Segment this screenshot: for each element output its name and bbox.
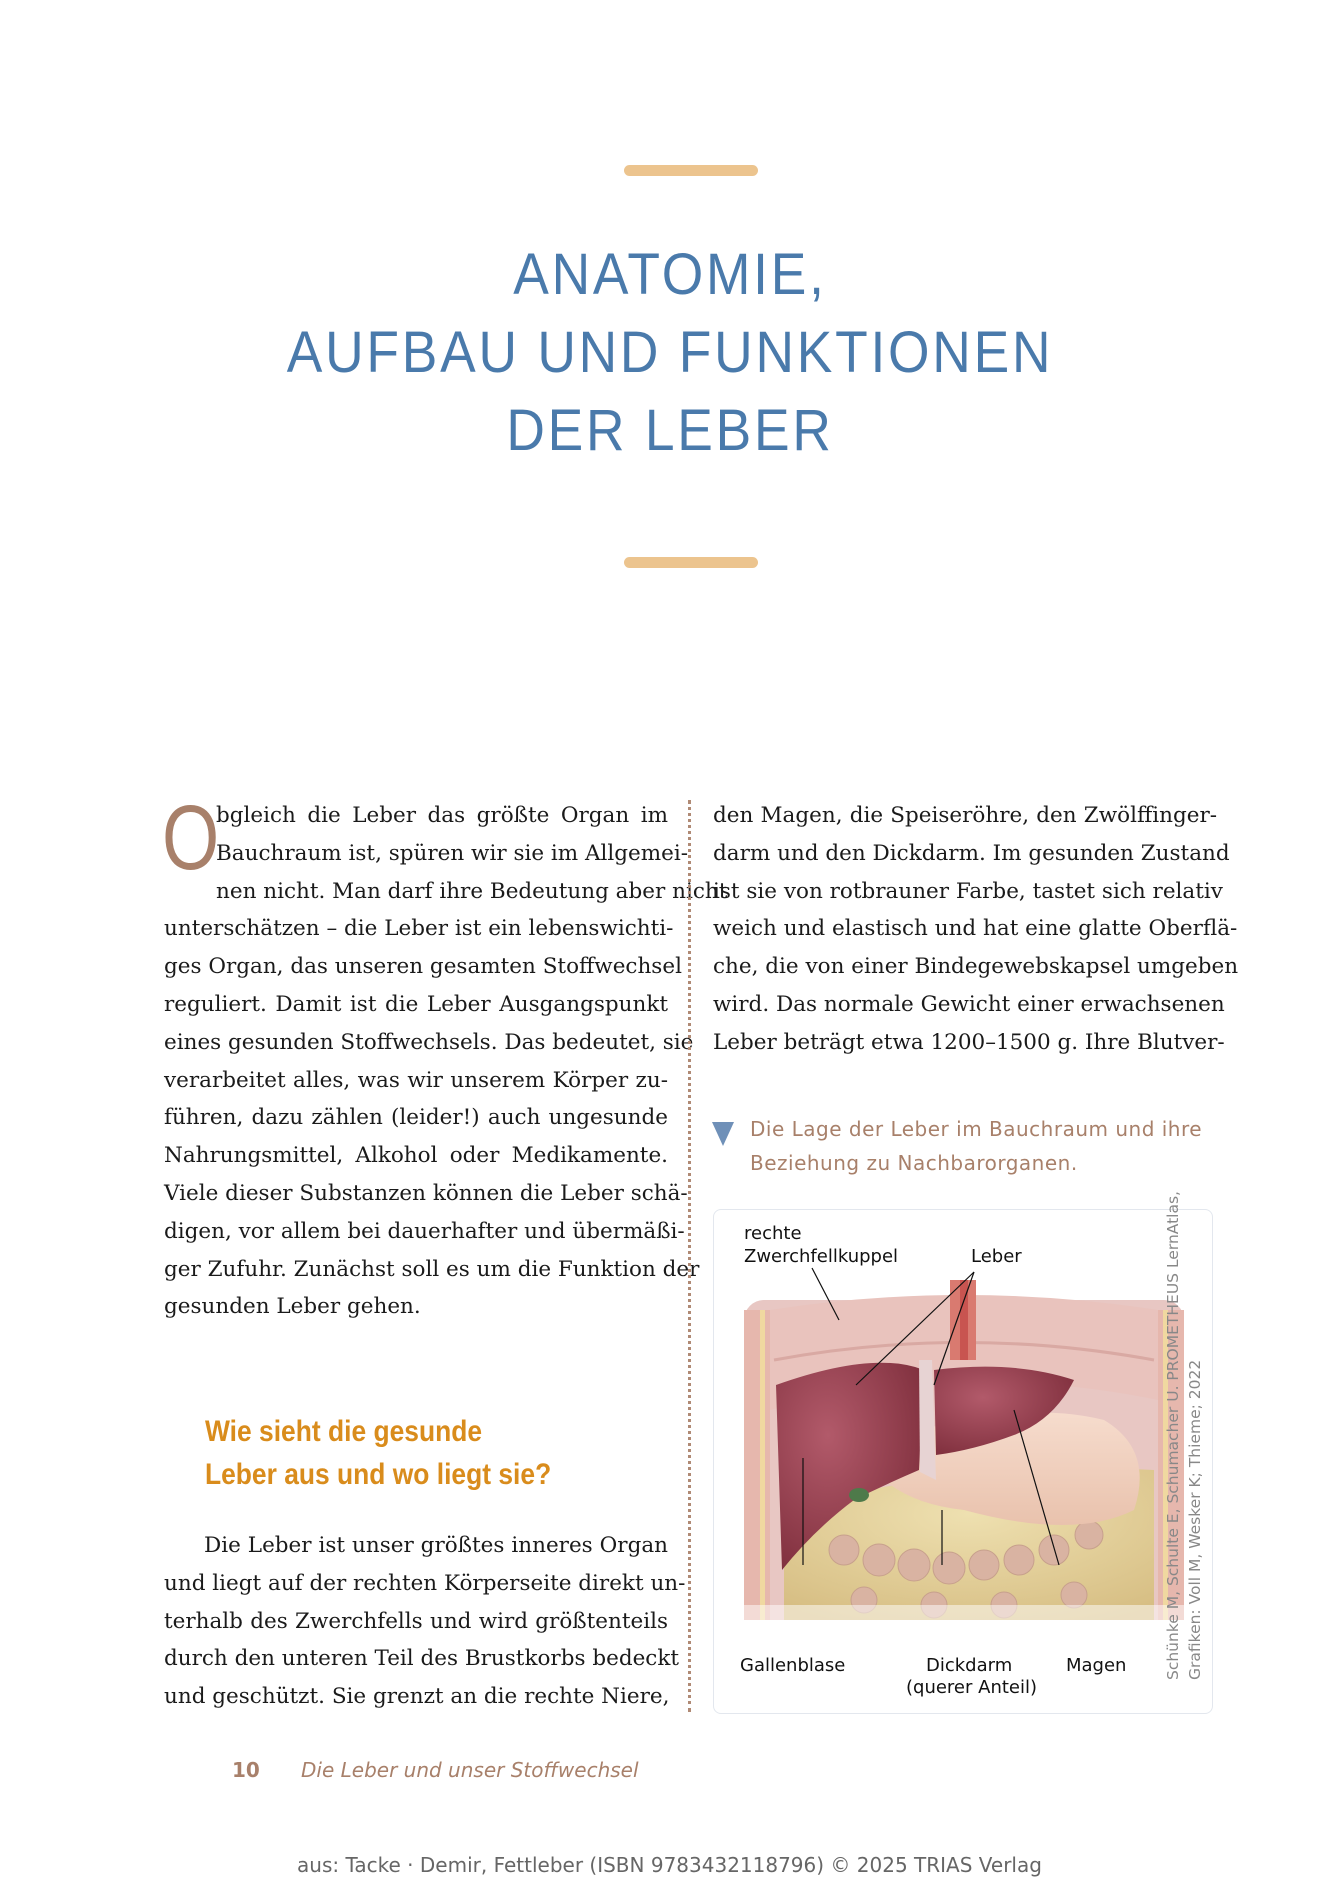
text-line: und geschützt. Sie grenzt an die rechte Niere, — [164, 1684, 670, 1710]
text-line: Nahrungsmittel, Alkohol oder Medikamente. — [164, 1143, 668, 1169]
text-line: darm und den Dickdarm. Im gesunden Zustand — [713, 840, 1230, 866]
chapter-title — [164, 236, 1176, 470]
section-heading — [205, 1410, 551, 1496]
triangle-down-icon — [712, 1122, 734, 1146]
text-line: ges Organ, das unseren gesamten Stoffwechsel — [164, 954, 682, 980]
text-line: terhalb des Zwerchfells und wird größtenteils — [164, 1608, 668, 1634]
caption-line: Beziehung zu Nachbarorganen. — [750, 1151, 1078, 1175]
text-line: bgleich die Leber das größte Organ im — [216, 803, 668, 828]
text-line: nen nicht. Man darf ihre Bedeutung aber nicht — [216, 878, 728, 904]
chapter-title-line: ANATOMIE, — [513, 242, 827, 307]
label-diaphragm: rechte — [744, 1223, 802, 1244]
text-line: reguliert. Damit ist die Leber Ausgangspunkt — [164, 991, 668, 1017]
text-line: den Magen, die Speiseröhre, den Zwölffinger- — [713, 803, 1217, 828]
credit-line: Schünke M, Schulte E, Schumacher U. PROMETHEUS LernAtlas, — [1164, 1191, 1182, 1680]
text-line: Leber beträgt etwa 1200–1500 g. Ihre Blutver- — [713, 1029, 1225, 1055]
text-line: führen, dazu zählen (leider!) auch ungesunde — [164, 1105, 668, 1131]
text-line: wird. Das normale Gewicht einer erwachsenen — [713, 991, 1225, 1017]
text-line: verarbeitet alles, was wir unserem Körper zu- — [164, 1067, 668, 1093]
text-line: che, die von einer Bindegewebskapsel umgeben — [713, 954, 1239, 980]
text-line: ger Zufuhr. Zunächst soll es um die Funktion der — [164, 1256, 700, 1282]
caption-line: Die Lage der Leber im Bauchraum und ihre — [750, 1117, 1203, 1141]
text-line: und liegt auf der rechten Körperseite direkt un- — [164, 1570, 686, 1596]
label-colon: Dickdarm — [926, 1655, 1013, 1676]
label-colon-2: (querer Anteil) — [906, 1677, 1038, 1698]
column-divider — [688, 800, 691, 1712]
section-paragraph-right — [713, 797, 1239, 1062]
text-line: ist sie von rotbrauner Farbe, tastet sich relativ — [713, 878, 1223, 904]
anatomy-figure — [713, 1209, 1213, 1714]
decorative-rule-bottom — [624, 557, 758, 568]
text-line: eines gesunden Stoffwechsels. Das bedeutet, sie — [164, 1029, 694, 1055]
figure-caption — [712, 1112, 1212, 1180]
image-credit — [1162, 1191, 1206, 1680]
chapter-title-line: DER LEBER — [506, 398, 834, 463]
page-number: 10 — [232, 1758, 260, 1782]
text-line: Bauchraum ist, spüren wir sie im Allgemei- — [216, 840, 689, 866]
label-stomach: Magen — [1066, 1655, 1127, 1676]
section-heading-line: Leber aus und wo liegt sie? — [205, 1458, 552, 1491]
label-diaphragm-2: Zwerchfellkuppel — [744, 1246, 899, 1267]
label-liver: Leber — [971, 1246, 1022, 1267]
credit-line: Grafiken: Voll M, Wesker K; Thieme; 2022 — [1186, 1359, 1204, 1680]
section-heading-line: Wie sieht die gesunde — [205, 1415, 483, 1448]
running-title: Die Leber und unser Stoffwechsel — [301, 1758, 639, 1782]
section-paragraph-left — [164, 1527, 686, 1716]
text-line: durch den unteren Teil des Brustkorbs bedeckt — [164, 1646, 680, 1672]
intro-paragraph — [162, 787, 728, 1326]
text-line: gesunden Leber gehen. — [164, 1294, 421, 1320]
label-gallbladder: Gallenblase — [740, 1655, 846, 1676]
text-line: digen, vor allem bei dauerhafter und übermäßi- — [164, 1218, 685, 1244]
decorative-rule-top — [624, 165, 758, 176]
imprint-line: aus: Tacke · Demir, Fettleber (ISBN 9783432118796) © 2025 TRIAS Verlag — [297, 1853, 1042, 1877]
liver-anatomy-illustration — [714, 1210, 1212, 1713]
text-line: weich und elastisch und hat eine glatte Oberflä- — [713, 916, 1238, 942]
text-line: Viele dieser Substanzen können die Leber schä- — [164, 1180, 688, 1206]
text-line: Die Leber ist unser größtes inneres Organ — [204, 1533, 668, 1558]
chapter-title-line: AUFBAU UND FUNKTIONEN — [286, 320, 1054, 385]
text-line: unterschätzen – die Leber ist ein lebenswichti- — [164, 916, 674, 942]
dropcap: O — [162, 787, 220, 889]
